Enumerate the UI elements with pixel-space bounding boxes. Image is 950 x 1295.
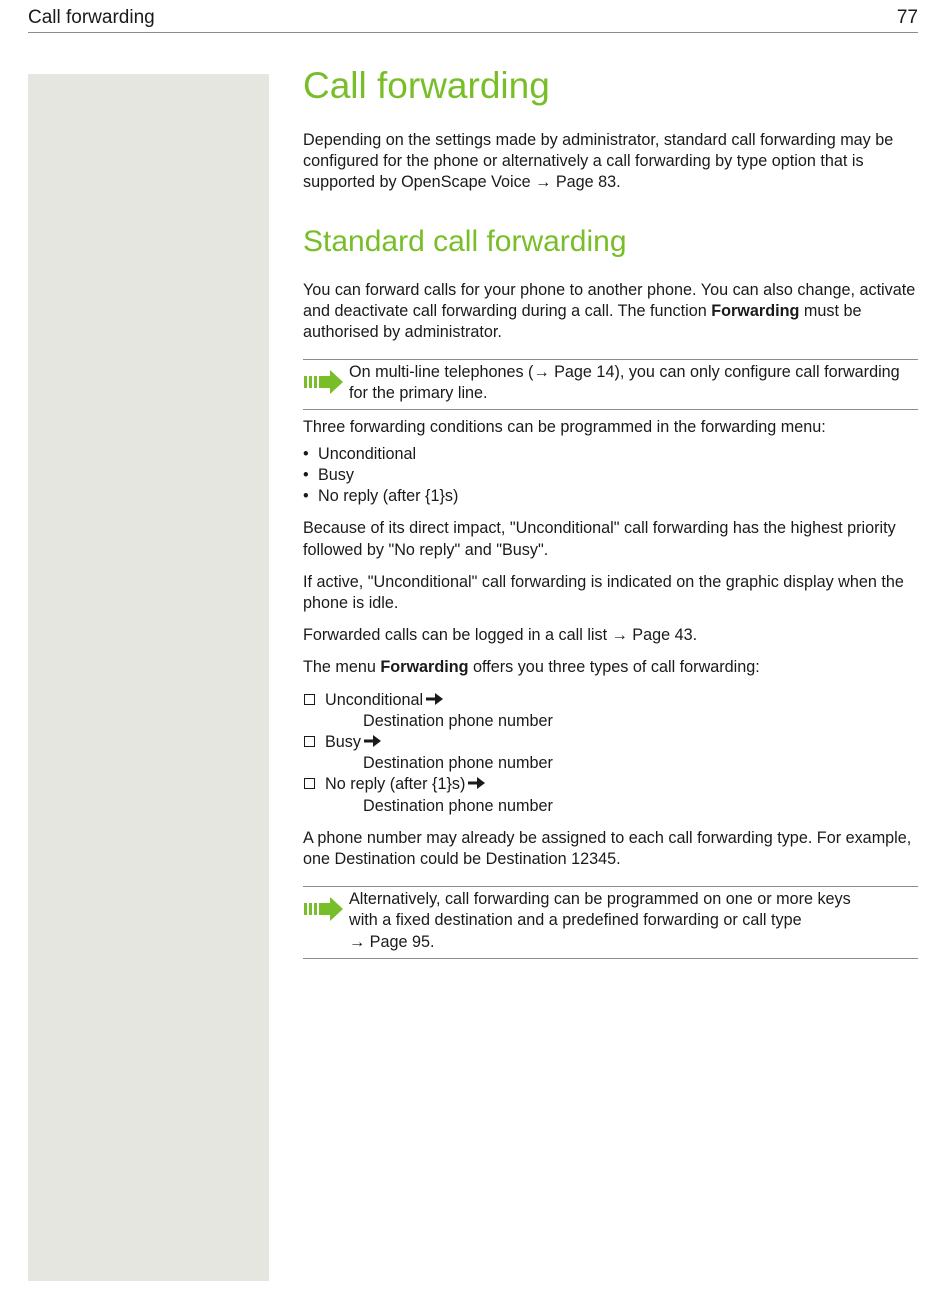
list-item-text: No reply (after {1}s) <box>318 487 459 506</box>
intro-paragraph: Depending on the settings made by administrator, standard call forwarding may be configured for the phone or alternatively a call forwarding by type option that is supported by OpenScape Voice → Page 83. <box>303 131 894 192</box>
menu-option-detail: Destination phone number <box>363 754 553 773</box>
active-paragraph: If active, "Unconditional" call forwarding is indicated on the graphic display when the phone is idle. <box>303 572 904 613</box>
text: The menu <box>303 658 381 677</box>
menu-option <box>303 690 918 711</box>
checkbox-icon <box>304 736 315 747</box>
text: must be authorised by administrator. <box>303 301 862 342</box>
forwarding-paragraph <box>303 280 918 344</box>
menu-option <box>303 774 918 795</box>
bullet: • <box>303 487 309 506</box>
bullet: • <box>303 466 309 485</box>
right-arrow-icon <box>468 777 486 789</box>
note-page-link[interactable]: → Page 95. <box>349 932 435 951</box>
right-arrow-icon <box>364 735 382 747</box>
example-paragraph: A phone number may already be assigned to each call forwarding type. For example, one Destination could be Destination 12345. <box>303 828 912 869</box>
running-title: Call forwarding <box>28 7 155 28</box>
text: offers you three types of call forwarding: <box>468 658 760 677</box>
bold-term: Forwarding <box>711 301 800 320</box>
bullet: • <box>303 444 309 463</box>
list-item <box>303 486 918 507</box>
menu-paragraph <box>303 657 918 678</box>
text: You can forward calls for your phone to another phone. You can also change, activate and deactivate call forwarding during a call. The function <box>303 280 916 320</box>
note-text: On multi-line telephones (→ Page 14), you can only configure call forwarding for the primary line. <box>349 363 900 403</box>
menu-option-label: No reply (after {1}s) <box>325 775 466 794</box>
main-content <box>303 64 918 966</box>
list-item <box>303 444 918 465</box>
list-item-text: Unconditional <box>318 444 417 463</box>
note-box <box>303 359 918 409</box>
forwarding-menu <box>303 690 918 817</box>
right-arrow-icon <box>426 693 444 705</box>
list-item-text: Busy <box>318 466 354 485</box>
green-arrow-icon <box>304 897 344 921</box>
menu-option-label: Busy <box>325 733 361 752</box>
list-item <box>303 465 918 486</box>
note-text-line: with a fixed destination and a predefined forwarding or call type <box>349 911 802 930</box>
menu-option-label: Unconditional <box>325 690 424 709</box>
page-header <box>28 6 918 33</box>
checkbox-icon <box>304 694 315 705</box>
bold-term: Forwarding <box>380 658 469 677</box>
checkbox-icon <box>304 778 315 789</box>
note-box <box>303 886 918 959</box>
margin-column <box>28 74 269 1281</box>
menu-option-detail: Destination phone number <box>363 796 553 815</box>
page-number: 77 <box>896 7 918 28</box>
note-text-line: Alternatively, call forwarding can be programmed on one or more keys <box>349 890 851 909</box>
section-heading: Standard call forwarding <box>303 224 627 258</box>
priority-paragraph: Because of its direct impact, "Unconditional" call forwarding has the highest priority followed by "No reply" and "Busy". <box>303 519 896 559</box>
conditions-intro: Three forwarding conditions can be programmed in the forwarding menu: <box>303 417 826 436</box>
page-title: Call forwarding <box>303 65 550 106</box>
conditions-list <box>303 444 918 508</box>
menu-option-detail: Destination phone number <box>363 711 553 730</box>
green-arrow-icon <box>304 370 344 394</box>
logged-paragraph: Forwarded calls can be logged in a call list → Page 43. <box>303 626 698 645</box>
menu-option <box>303 732 918 753</box>
